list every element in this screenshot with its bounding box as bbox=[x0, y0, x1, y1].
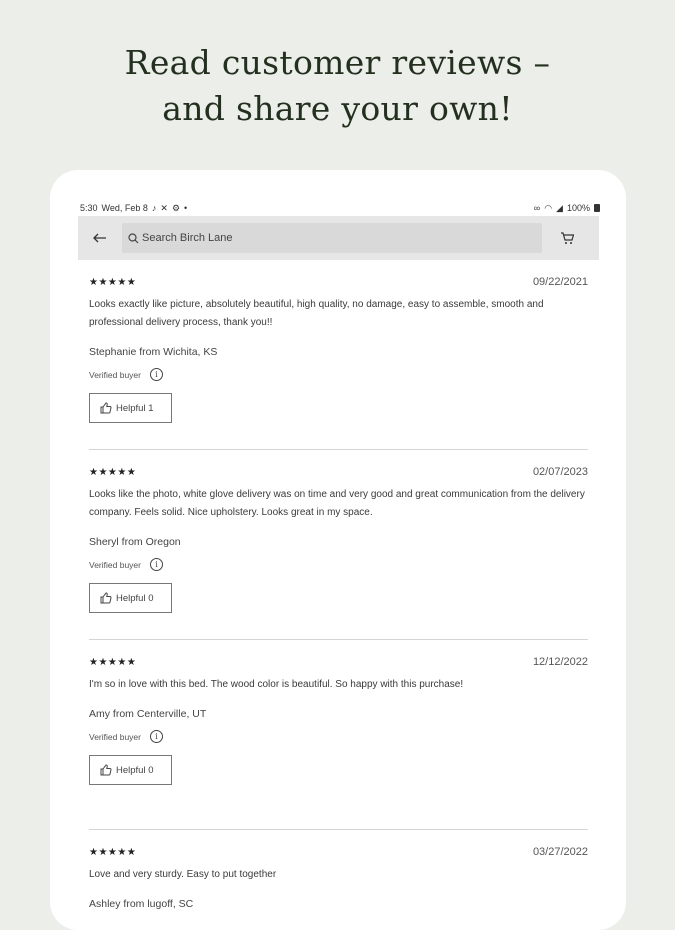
star-rating: ★★★★★ bbox=[89, 467, 137, 478]
search-icon bbox=[128, 233, 139, 244]
signal-icon: ◢ bbox=[556, 202, 563, 213]
review-list bbox=[89, 260, 588, 930]
back-arrow-icon bbox=[93, 233, 107, 243]
status-time: 5:30 bbox=[80, 203, 98, 213]
battery-icon bbox=[594, 204, 600, 212]
review-text: Looks like the photo, white glove delivery was on time and very good and great communication from the delivery company. Feels solid. Nice upholstery. Looks great in my space. bbox=[89, 489, 585, 518]
review-date: 02/07/2023 bbox=[532, 466, 588, 478]
headline-line-1: Read customer reviews – bbox=[124, 43, 551, 82]
thumbs-up-icon bbox=[100, 764, 112, 776]
review-author: Stephanie from Wichita, KS bbox=[89, 346, 218, 358]
thumbs-up-icon bbox=[100, 592, 112, 604]
search-placeholder: Search Birch Lane bbox=[142, 232, 233, 244]
helpful-label: Helpful 0 bbox=[116, 592, 154, 604]
cart-icon bbox=[560, 232, 574, 245]
status-bar bbox=[80, 170, 600, 216]
review-text: Love and very sturdy. Easy to put together bbox=[89, 869, 277, 880]
helpful-label: Helpful 1 bbox=[116, 402, 154, 414]
thumbs-up-icon bbox=[100, 402, 112, 414]
verified-label: Verified buyer bbox=[89, 731, 141, 742]
verified-buyer bbox=[89, 730, 163, 743]
helpful-button[interactable] bbox=[89, 583, 172, 613]
info-icon[interactable]: i bbox=[150, 558, 163, 571]
info-icon[interactable]: i bbox=[150, 368, 163, 381]
headline-line-2: and share your own! bbox=[162, 89, 513, 128]
review-date: 12/12/2022 bbox=[532, 656, 588, 668]
status-date: Wed, Feb 8 bbox=[101, 203, 148, 213]
review-item bbox=[89, 640, 588, 830]
page-headline bbox=[0, 40, 675, 132]
review-item bbox=[89, 260, 588, 450]
battery-percent: 100% bbox=[566, 203, 590, 213]
review-author: Sheryl from Oregon bbox=[89, 536, 181, 548]
settings-icon: ⚙ bbox=[171, 202, 181, 213]
helpful-button[interactable] bbox=[89, 755, 172, 785]
helpful-label: Helpful 0 bbox=[116, 764, 154, 776]
tools-icon: ✕ bbox=[160, 202, 168, 213]
star-rating: ★★★★★ bbox=[89, 657, 137, 668]
review-author: Ashley from lugoff, SC bbox=[89, 898, 194, 910]
review-text: Looks exactly like picture, absolutely beautiful, high quality, no damage, easy to assemble, smooth and professional delivery process, thank you!! bbox=[89, 299, 544, 328]
verified-label: Verified buyer bbox=[89, 559, 141, 570]
verified-buyer bbox=[89, 368, 163, 381]
cart-button[interactable] bbox=[542, 216, 592, 260]
review-author: Amy from Centerville, UT bbox=[89, 708, 207, 720]
review-date: 03/27/2022 bbox=[532, 846, 588, 858]
verified-buyer bbox=[89, 558, 163, 571]
dot-icon: • bbox=[184, 203, 188, 213]
helpful-button[interactable] bbox=[89, 393, 172, 423]
music-icon: ♪ bbox=[151, 203, 157, 213]
wifi-icon: ◠ bbox=[544, 202, 553, 213]
star-rating: ★★★★★ bbox=[89, 277, 137, 288]
back-button[interactable] bbox=[78, 216, 122, 260]
verified-label: Verified buyer bbox=[89, 369, 141, 380]
link-icon: ∞ bbox=[533, 203, 541, 213]
review-item bbox=[89, 830, 588, 930]
star-rating: ★★★★★ bbox=[89, 847, 137, 858]
review-item bbox=[89, 450, 588, 640]
info-icon[interactable]: i bbox=[150, 730, 163, 743]
review-date: 09/22/2021 bbox=[532, 276, 588, 288]
review-text: I'm so in love with this bed. The wood color is beautiful. So happy with this purchase! bbox=[89, 679, 464, 690]
search-input[interactable] bbox=[122, 223, 542, 253]
device-frame bbox=[50, 170, 626, 930]
app-toolbar bbox=[78, 216, 599, 260]
